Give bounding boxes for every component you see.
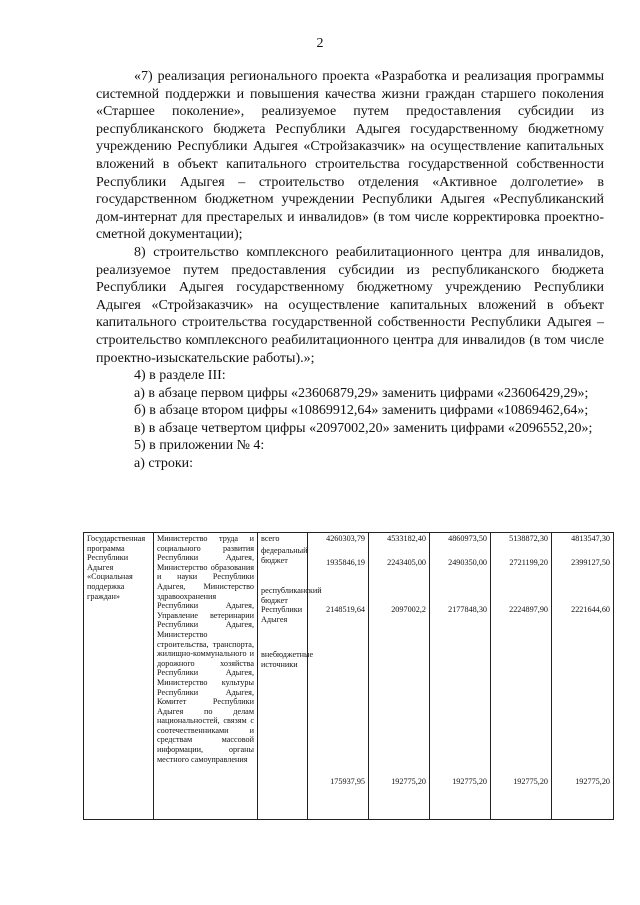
program-table bbox=[83, 532, 614, 820]
paragraph-8: 8) строительство комплексного реабилитационного центра для инвалидов, реализуемое путем предоставления субсидии из республиканского бюджета Республики Адыгея государственному бюджетному учреждению Республики Адыгея «Стройзаказчик» на осуществление капитальных вложений в объект капитального строительства государственной собственности Республики Адыгея – строительство комплексного реабилитационного центра для инвалидов (в том числе проектно-изыскательские работы).»; bbox=[96, 244, 604, 366]
document-body bbox=[96, 68, 604, 473]
year-4-cell bbox=[491, 533, 552, 820]
funding-sources-cell bbox=[258, 533, 322, 820]
value-federal: 2490350,00 bbox=[448, 557, 487, 567]
value-republican: 2148519,64 bbox=[326, 605, 365, 615]
paragraph-v: в) в абзаце четвертом цифры «2097002,20» заменить цифрами «2096552,20»; bbox=[134, 420, 593, 436]
source-extrabudgetary: внебюджетные источники bbox=[261, 650, 314, 669]
year-3-cell bbox=[430, 533, 491, 820]
value-extrabudgetary: 192775,20 bbox=[452, 776, 487, 786]
value-total: 4260303,79 bbox=[326, 534, 365, 543]
year-1-cell bbox=[308, 533, 369, 820]
paragraph-7: «7) реализация регионального проекта «Разработка и реализация программы системной поддержки и повышения качества жизни граждан старшего поколения «Старшее поколение», реализуемое путем предоставления субсидии из республиканского бюджета Республики Адыгея государственному бюджетному учреждению Республики Адыгея «Стройзаказчик» на осуществление капитальных вложений в объект капитального строительства государственной собственности Республики Адыгея – строительство отделения «Активное долголетие» в государственном бюджетном учреждении Республики Адыгея «Республиканский дом-интернат для престарелых и инвалидов» (в том числе корректировка проектно-сметной документации); bbox=[96, 69, 604, 243]
value-federal: 1935846,19 bbox=[326, 557, 365, 567]
program-name-cell: Государственная программа Республики Адыгея «Социальная поддержка граждан» bbox=[84, 533, 154, 820]
value-total: 5138872,30 bbox=[509, 534, 548, 543]
year-5-cell bbox=[552, 533, 614, 820]
value-republican: 2221644,60 bbox=[571, 605, 610, 615]
value-extrabudgetary: 192775,20 bbox=[575, 776, 610, 786]
page-number: 2 bbox=[316, 36, 324, 51]
paragraph-appendix-4: 5) в приложении № 4: bbox=[134, 438, 265, 454]
source-federal: федеральный бюджет bbox=[261, 546, 308, 565]
paragraph-b: б) в абзаце втором цифры «10869912,64» заменить цифрами «10869462,64»; bbox=[134, 403, 589, 419]
table-row bbox=[84, 533, 614, 820]
source-republican: республиканский бюджет Республики Адыгея bbox=[261, 586, 322, 624]
paragraph-section-3: 4) в разделе III: bbox=[134, 368, 226, 384]
source-total: всего bbox=[261, 534, 280, 543]
value-extrabudgetary: 175937,95 bbox=[330, 776, 365, 786]
executors-cell: Министерство труда и социального развития Республики Адыгея, Министерство образования и науки Республики Адыгея, Министерство здравоохранения Республики Адыгея, Управление ветеринарии Республики Адыгея, Министерство строительства, транспорта, жилищно-коммунального и дорожного хозяйства Республики Адыгея, Министерство культуры Республики Адыгея, Комитет Республики Адыгея по делам национальностей, связям с соотечественниками и средствам массовой информации, органы местного самоуправления bbox=[154, 533, 258, 820]
value-republican: 2177848,30 bbox=[448, 605, 487, 615]
year-2-cell bbox=[369, 533, 430, 820]
value-extrabudgetary: 192775,20 bbox=[513, 776, 548, 786]
value-federal: 2721199,20 bbox=[509, 557, 548, 567]
value-total: 4813547,30 bbox=[571, 534, 610, 543]
value-federal: 2399127,50 bbox=[571, 557, 610, 567]
value-extrabudgetary: 192775,20 bbox=[391, 776, 426, 786]
value-republican: 2224897,90 bbox=[509, 605, 548, 615]
paragraph-a: а) в абзаце первом цифры «23606879,29» заменить цифрами «23606429,29»; bbox=[134, 385, 589, 401]
value-total: 4533182,40 bbox=[387, 534, 426, 543]
paragraph-rows: а) строки: bbox=[134, 456, 194, 472]
value-total: 4860973,50 bbox=[448, 534, 487, 543]
value-republican: 2097002,2 bbox=[391, 605, 426, 615]
value-federal: 2243405,00 bbox=[387, 557, 426, 567]
